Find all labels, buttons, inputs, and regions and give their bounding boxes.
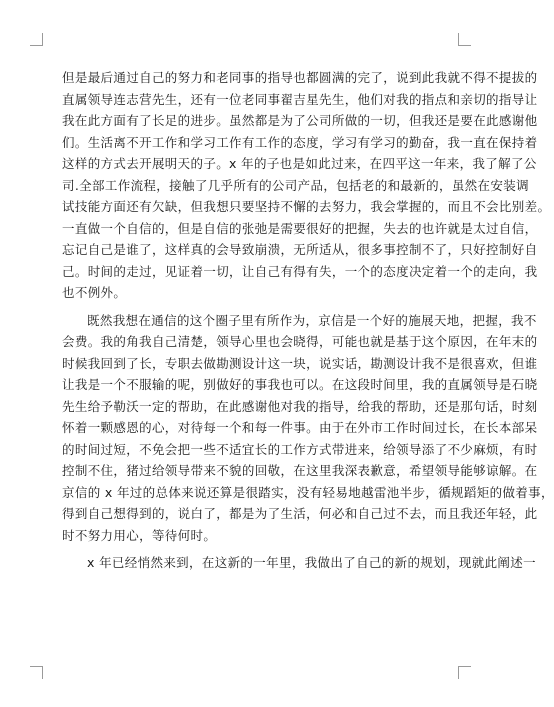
text-line: 的时间过短，不免会把一些不适宜长的工作方式带进来，给领导添了不少麻烦，有时 [62, 441, 538, 457]
text-line: 试技能方面还有欠缺，但我想只要坚持不懈的去努力，我会掌握的，而且不会比别差。 [62, 199, 551, 214]
text-line: 会费。我的角我自己清楚，领导心里也会晓得，可能也就是基于这个原因，在年末的 [62, 334, 538, 349]
crop-mark-top-left [30, 33, 43, 46]
paragraph-1 [62, 67, 551, 304]
text-line: 们。生活离不开工作和学习工作有工作的态度，学习有学习的勤奋，我一直在保持着 [62, 134, 538, 150]
text-line: 得到自己想得到的，说白了，都是为了生活，何必和自己过不去，而且我还年轻，此 [62, 506, 538, 521]
crop-mark-bottom-left [30, 666, 43, 679]
text-line: 让我是一个不服输的呢，别做好的事我也可以。在这段时间里，我的直属领导是石晓 [62, 377, 538, 392]
text-line: 时候我回到了长，专职去做勘测设计这一块，说实话，勘测设计我不是很喜欢，但谁 [62, 355, 538, 371]
text-line: 己。时间的走过，见证着一切，让自己有得有失，一个的态度决定着一个的走向，我 [62, 263, 538, 279]
crop-mark-bottom-right [458, 666, 471, 679]
text-line: 时不努力用心，等待何时。 [62, 527, 217, 543]
text-line: 怀着一颗感恩的心，对待每一个和每一件事。由于在外市工作时间过长，在长本部呆 [62, 420, 538, 435]
text-line: x 年已经悄然来到，在这新的一年里，我做出了自己的新的规划，现就此阐述一 [87, 555, 536, 570]
crop-mark-top-right [458, 33, 471, 46]
document-body [62, 67, 554, 574]
text-line: 京信的 x 年过的总体来说还算是很踏实，没有轻易地越雷池半步，循规蹈矩的做着事， [62, 484, 554, 500]
text-line: 也不例外。 [62, 285, 127, 300]
text-line: 先生给予勒沃一定的帮助，在此感谢他对我的指导，给我的帮助，还是那句话，时刻 [62, 398, 538, 414]
text-line: 一直做一个自信的，但是自信的张弛是需要很好的把握，失去的也许就是太过自信， [62, 220, 538, 236]
paragraph-3 [62, 552, 536, 574]
text-line: 忘记自己是谁了，这样真的会导致崩溃，无所适从，很多事控制不了，只好控制好自 [62, 242, 538, 257]
text-line: 直属领导连志营先生，还有一位老同事翟吉星先生，他们对我的指点和亲切的指导让 [62, 91, 538, 107]
text-line: 控制不住，猪过给领导带来不貌的回敬，在这里我深表歉意，希望领导能够谅解。在 [62, 463, 538, 478]
paragraph-2 [62, 310, 554, 547]
text-line: 但是最后通过自己的努力和老同事的指导也都圆满的完了，说到此我就不得不提拔的 [62, 70, 538, 85]
text-line: 我在此方面有了长足的进步。虽然都是为了公司所做的一切，但我还是要在此感谢他 [62, 113, 538, 128]
text-line: 既然我想在通信的这个圈子里有所作为，京信是一个好的施展天地，把握，我不 [87, 312, 537, 328]
text-line: 司.全部工作流程，接触了几乎所有的公司产品，包括老的和最新的，虽然在安装调 [62, 177, 529, 193]
text-line: 这样的方式去开展明天的子。x 年的子也是如此过来，在四平这一年来，我了解了公 [62, 156, 537, 171]
